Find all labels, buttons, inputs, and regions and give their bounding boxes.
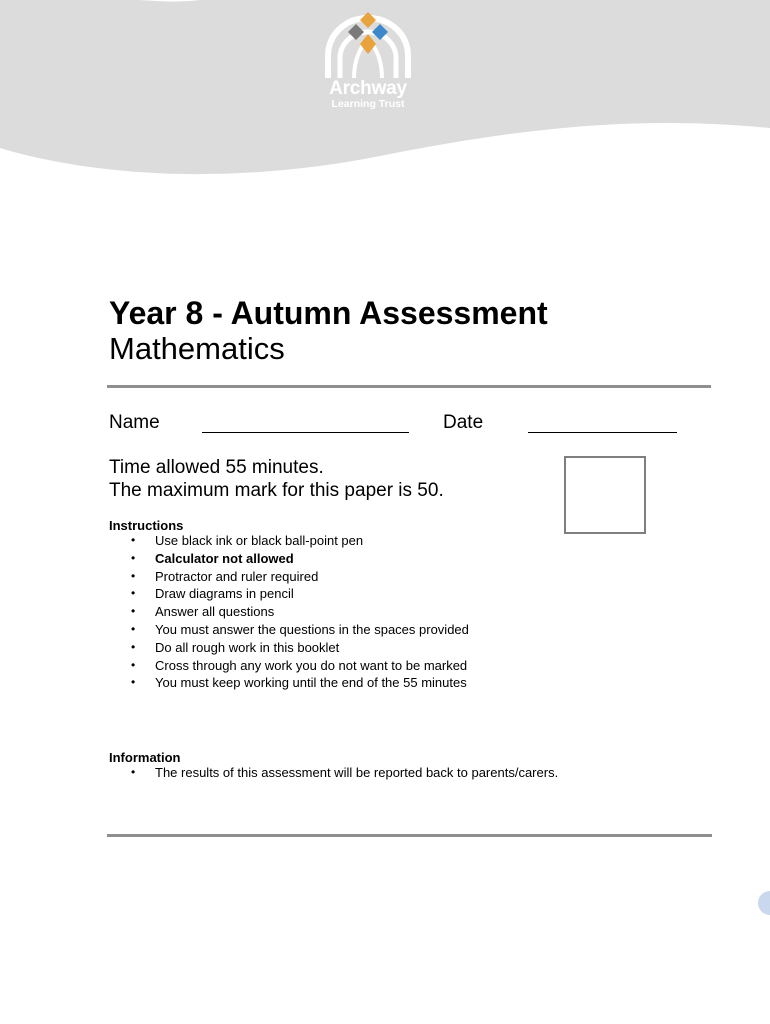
name-label: Name bbox=[109, 412, 160, 433]
information-heading: Information bbox=[109, 750, 181, 765]
bullet-icon: • bbox=[131, 639, 136, 654]
divider-top bbox=[107, 385, 711, 388]
list-item: • Protractor and ruler required bbox=[131, 568, 319, 584]
bullet-icon: • bbox=[131, 621, 136, 636]
bullet-icon: • bbox=[131, 657, 136, 672]
list-item: • Use black ink or black ball-point pen bbox=[131, 533, 364, 548]
mark-box[interactable] bbox=[564, 456, 646, 534]
page-title: Year 8 - Autumn Assessment bbox=[109, 295, 548, 331]
date-field[interactable] bbox=[528, 432, 677, 433]
archway-arch-icon bbox=[318, 8, 418, 80]
time-allowed-text: Time allowed 55 minutes. bbox=[109, 457, 324, 478]
page-scroll-tab[interactable] bbox=[758, 891, 770, 915]
bullet-icon: • bbox=[131, 586, 136, 601]
date-label: Date bbox=[443, 412, 484, 433]
list-item: • Do all rough work in this booklet bbox=[131, 639, 340, 655]
name-field[interactable] bbox=[202, 432, 409, 433]
logo-name: Archway bbox=[329, 78, 407, 99]
bullet-icon: • bbox=[131, 533, 136, 547]
bullet-icon: • bbox=[131, 765, 136, 779]
max-mark-text: The maximum mark for this paper is 50. bbox=[109, 480, 444, 501]
bullet-icon: • bbox=[131, 675, 136, 690]
list-item: • Cross through any work you do not want to be marked bbox=[131, 657, 468, 673]
list-item: • Draw diagrams in pencil bbox=[131, 586, 294, 602]
list-item: • Calculator not allowed bbox=[131, 550, 294, 566]
instructions-list bbox=[131, 532, 469, 692]
bullet-icon: • bbox=[131, 568, 136, 583]
list-item: • You must keep working until the end of the 55 minutes bbox=[131, 675, 467, 691]
logo-tagline: Learning Trust bbox=[331, 98, 405, 110]
divider-bottom bbox=[107, 834, 712, 837]
archway-logo bbox=[318, 8, 418, 112]
bullet-icon: • bbox=[131, 550, 136, 565]
bullet-icon: • bbox=[131, 604, 136, 619]
information-list bbox=[131, 764, 558, 782]
subject-title: Mathematics bbox=[109, 331, 285, 366]
list-item: • You must answer the questions in the spaces provided bbox=[131, 621, 469, 637]
list-item: • The results of this assessment will be reported back to parents/carers. bbox=[131, 765, 559, 780]
list-item: • Answer all questions bbox=[131, 604, 275, 620]
instructions-heading: Instructions bbox=[109, 518, 184, 533]
